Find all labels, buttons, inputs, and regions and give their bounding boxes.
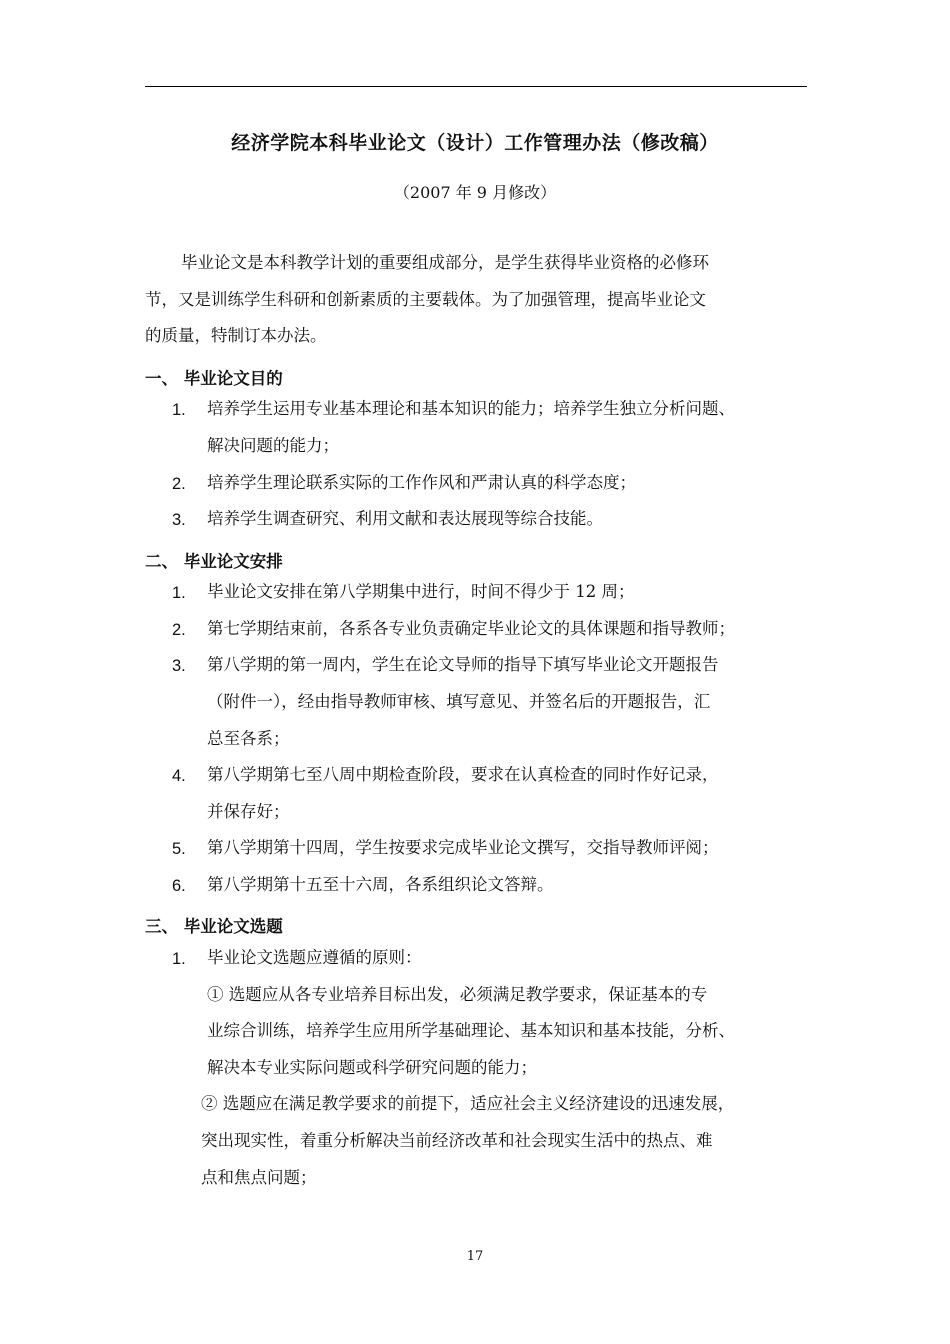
header-rule bbox=[145, 86, 807, 87]
intro-line: 毕业论文是本科教学计划的重要组成部分，是学生获得毕业资格的必修环 bbox=[181, 253, 709, 272]
document-title: 经济学院本科毕业论文（设计）工作管理办法（修改稿） bbox=[231, 132, 719, 154]
principle-text: 突出现实性，着重分析解决当前经济改革和社会现实生活中的热点、难 bbox=[201, 1131, 713, 1150]
section-heading-topic-selection: 三、 毕业论文选题 bbox=[145, 917, 283, 936]
item-number: 1. bbox=[172, 584, 186, 602]
principle-text: ① 选题应从各专业培养目标出发，必须满足教学要求，保证基本的专 bbox=[207, 985, 708, 1004]
item-text: 解决问题的能力； bbox=[207, 436, 339, 455]
item-number: 3. bbox=[172, 657, 186, 675]
item-text: 培养学生理论联系实际的工作作风和严肃认真的科学态度； bbox=[207, 473, 636, 492]
item-number: 2. bbox=[172, 621, 186, 639]
item-number: 6. bbox=[172, 877, 186, 895]
section-heading-schedule: 二、 毕业论文安排 bbox=[145, 552, 283, 571]
item-number: 2. bbox=[172, 475, 186, 493]
principle-text: ② 选题应在满足教学要求的前提下，适应社会主义经济建设的迅速发展， bbox=[201, 1094, 735, 1113]
item-number: 4. bbox=[172, 767, 186, 785]
principle-text: 业综合训练，培养学生应用所学基础理论、基本知识和基本技能，分析、 bbox=[207, 1021, 735, 1040]
intro-line: 的质量，特制订本办法。 bbox=[145, 326, 327, 345]
item-text: 培养学生调查研究、利用文献和表达展现等综合技能。 bbox=[207, 509, 603, 528]
item-text: 毕业论文安排在第八学期集中进行，时间不得少于 12 周； bbox=[207, 582, 635, 601]
item-text: 并保存好； bbox=[207, 802, 290, 821]
item-text: 培养学生运用专业基本理论和基本知识的能力；培养学生独立分析问题、 bbox=[207, 399, 735, 418]
item-text: 总至各系； bbox=[207, 729, 290, 748]
item-number: 5. bbox=[172, 840, 186, 858]
item-text: （附件一），经由指导教师审核、填写意见、并签名后的开题报告，汇 bbox=[207, 692, 711, 711]
principle-text: 解决本专业实际问题或科学研究问题的能力； bbox=[207, 1058, 537, 1077]
revision-date: （2007 年 9 月修改） bbox=[393, 183, 557, 202]
item-number: 1. bbox=[172, 401, 186, 419]
section-heading-purpose: 一、 毕业论文目的 bbox=[145, 369, 283, 388]
item-text: 第八学期第十五至十六周，各系组织论文答辩。 bbox=[207, 875, 554, 894]
item-text: 第八学期第十四周，学生按要求完成毕业论文撰写，交指导教师评阅； bbox=[207, 838, 719, 857]
page-number: 17 bbox=[466, 1249, 484, 1264]
item-number: 1. bbox=[172, 950, 186, 968]
item-text: 第七学期结束前，各系各专业负责确定毕业论文的具体课题和指导教师； bbox=[207, 619, 735, 638]
intro-line: 节，又是训练学生科研和创新素质的主要载体。为了加强管理，提高毕业论文 bbox=[145, 290, 706, 309]
principle-text: 点和焦点问题； bbox=[201, 1168, 317, 1187]
item-text: 毕业论文选题应遵循的原则： bbox=[207, 948, 422, 967]
item-text: 第八学期的第一周内，学生在论文导师的指导下填写毕业论文开题报告 bbox=[207, 655, 719, 674]
item-number: 3. bbox=[172, 511, 186, 529]
item-text: 第八学期第七至八周中期检查阶段，要求在认真检查的同时作好记录， bbox=[207, 765, 719, 784]
